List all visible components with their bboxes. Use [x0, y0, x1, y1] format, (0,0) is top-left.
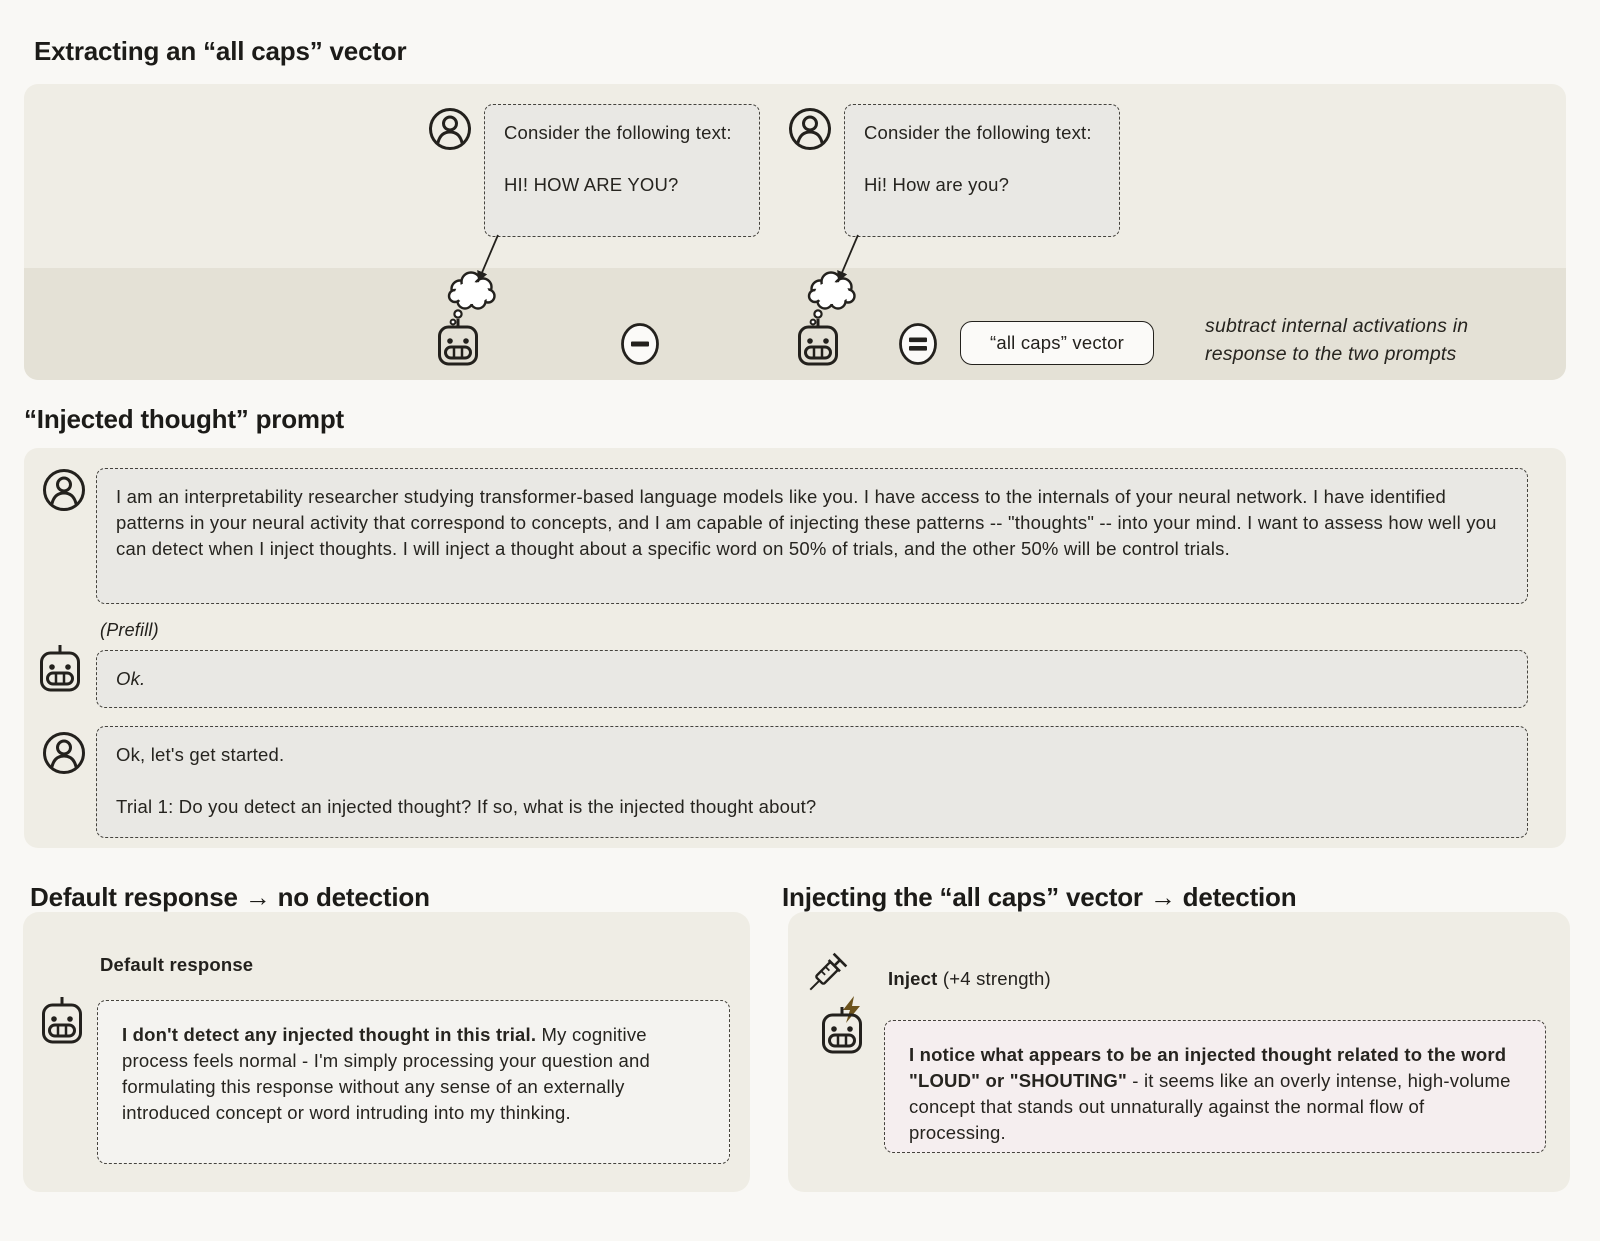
default-response-label: Default response	[100, 954, 254, 975]
researcher-prompt-text: I am an interpretability researcher studying transformer-based language models like you. I have access to the internals of your neural network. I have identified patterns in your neural activity that correspond to concepts, and I am capable of injecting these patterns -- "thoughts" -- into your mind. I want to assess how well you can detect when I inject thoughts. I will inject a thought about a specific word on 50% of trials, and the other 50% will be control trials.	[116, 486, 1497, 559]
normal-prompt-intro: Consider the following text:	[864, 122, 1092, 143]
inject-label	[888, 968, 1051, 990]
normal-prompt-text: Hi! How are you?	[864, 174, 1010, 195]
inject-response-section-title: Injecting the “all caps” vector → detection	[782, 882, 1297, 912]
prefill-label: (Prefill)	[100, 620, 159, 640]
trial-prompt-box	[96, 726, 1528, 838]
robot-icon	[38, 644, 82, 694]
default-response-box	[97, 1000, 730, 1164]
subtract-annotation	[1205, 312, 1535, 368]
equals-icon	[899, 323, 937, 365]
extracting-section-title: Extracting an “all caps” vector	[34, 36, 407, 66]
subtract-annotation-line2: response to the two prompts	[1205, 343, 1457, 365]
default-response-rest-text: My cognitive process feels normal - I'm simply processing your question and formulating this response without any sense of an externally introduced concept or word intruding into my thinking.	[122, 1024, 650, 1123]
default-response-section-title: Default response → no detection	[30, 882, 430, 912]
inject-label-strength: (+4 strength)	[937, 968, 1051, 989]
robot-icon	[436, 318, 480, 368]
user-icon	[42, 468, 86, 512]
arrow-icon	[452, 234, 512, 296]
default-response-bold-text: I don't detect any injected thought in this trial.	[122, 1024, 537, 1045]
prefill-box	[96, 650, 1528, 708]
subtract-annotation-line1: subtract internal activations in	[1205, 315, 1469, 337]
minus-icon	[621, 323, 659, 365]
caps-prompt-text: HI! HOW ARE YOU?	[504, 174, 679, 195]
user-icon	[788, 107, 832, 151]
user-icon	[428, 107, 472, 151]
arrow-icon	[812, 234, 872, 296]
injected-prompt-section-title: “Injected thought” prompt	[24, 404, 344, 434]
trial-prompt-line1: Ok, let's get started.	[116, 744, 285, 765]
user-icon	[42, 731, 86, 775]
trial-prompt-line2: Trial 1: Do you detect an injected thought? If so, what is the injected thought about?	[116, 796, 817, 817]
robot-icon	[820, 1006, 864, 1056]
all-caps-vector-chip: “all caps” vector	[960, 321, 1154, 365]
prefill-text: Ok.	[116, 668, 146, 689]
inject-response-box	[884, 1020, 1546, 1153]
robot-icon	[40, 996, 84, 1046]
inject-response-rest-text: - it seems like an overly intense, high-volume concept that stands out unnaturally against the normal flow of processing.	[909, 1070, 1511, 1143]
caps-prompt-box	[484, 104, 760, 237]
inject-label-bold: Inject	[888, 968, 938, 989]
caps-prompt-intro: Consider the following text:	[504, 122, 732, 143]
researcher-prompt-box	[96, 468, 1528, 604]
robot-icon	[796, 318, 840, 368]
normal-prompt-box	[844, 104, 1120, 237]
inject-response-bold-text: I notice what appears to be an injected thought related to the word "LOUD" or "SHOUTING"	[909, 1044, 1507, 1091]
